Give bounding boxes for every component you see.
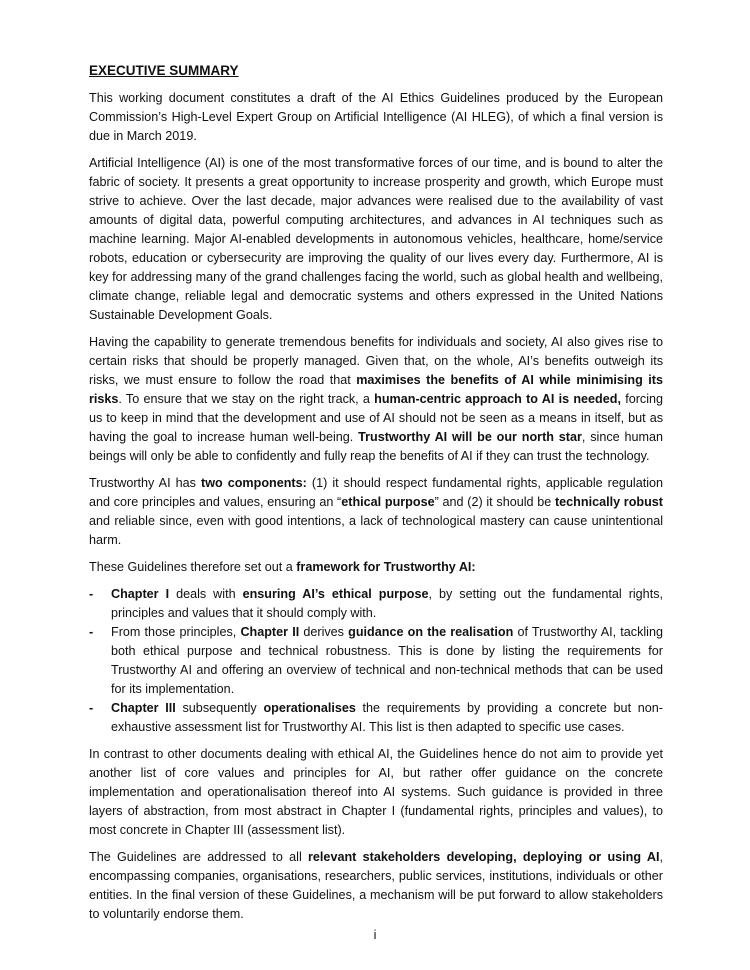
bold-text: operationalises — [263, 701, 356, 715]
bold-text: human-centric approach to AI is needed, — [374, 392, 621, 406]
list-item-chapter-2 — [89, 623, 663, 699]
text-run: . To ensure that we stay on the right track, a — [118, 392, 375, 406]
text-run: deals with — [169, 587, 243, 601]
bold-text: ensuring AI’s ethical purpose — [242, 587, 429, 601]
bold-text: relevant stakeholders developing, deploying or using AI — [308, 850, 660, 864]
text-run: Trustworthy AI has — [89, 476, 201, 490]
text-run: (1) it should respect fundamental rights, applicable regulation and core principles and values, ensuring an “ — [89, 476, 663, 509]
bold-text: Chapter II — [240, 625, 300, 639]
text-run: , by setting out the fundamental rights, principles and values that it should comply with. — [111, 587, 663, 620]
text-run: the requirements by providing a concrete but non-exhaustive assessment list for Trustworthy AI. This list is then adapted to specific use cases. — [111, 701, 663, 734]
bullet-dash: - — [89, 587, 94, 601]
text-run: , encompassing companies, organisations, researchers, public services, institutions, individuals or other entities. In the final version of these Guidelines, a mechanism will be put forward to allow stakeholders to voluntarily endorse them. — [89, 850, 663, 921]
paragraph-stakeholders — [89, 848, 663, 924]
text-run: forcing us to keep in mind that the development and use of AI should not be seen as a means in itself, but as having the goal to increase human well-being. — [89, 392, 663, 444]
paragraph-two-components — [89, 474, 663, 550]
paragraph-intro: This working document constitutes a draft of the AI Ethics Guidelines produced by the European Commission’s High-Level Expert Group on Artificial Intelligence (AI HLEG), of which a final version is due in March 2019. — [89, 91, 663, 143]
chapter-list — [89, 585, 663, 737]
text-run: subsequently — [175, 701, 264, 715]
section-heading: EXECUTIVE SUMMARY — [89, 63, 239, 78]
bold-text: Chapter I — [111, 587, 170, 601]
paragraph-framework — [89, 558, 663, 577]
text-run: , since human beings will only be able to confidently and fully reap the benefits of AI if they can trust the technology. — [89, 430, 664, 463]
page-number: i — [373, 928, 377, 942]
text-run: derives — [299, 625, 349, 639]
bold-text: Trustworthy AI will be our north star — [358, 430, 582, 444]
text-run: The Guidelines are addressed to all — [89, 850, 309, 864]
bold-text: Chapter III — [111, 701, 176, 715]
paragraph-benefits-risks — [89, 333, 663, 466]
paragraph-contrast: In contrast to other documents dealing with ethical AI, the Guidelines hence do not aim to provide yet another list of core values and principles for AI, but rather offer guidance on the concrete implementation and operationalisation thereof into AI systems. Such guidance is provided in three layers of abstraction, from most abstract in Chapter I (fundamental rights, principles and values), to most concrete in Chapter III (assessment list). — [89, 747, 663, 837]
text-run: These Guidelines therefore set out a — [89, 560, 297, 574]
bold-text: technically robust — [554, 495, 663, 509]
bold-text: two components: — [201, 476, 307, 490]
bullet-dash: - — [89, 701, 94, 715]
text-run: Having the capability to generate tremendous benefits for individuals and society, AI also gives rise to certain risks that should be properly managed. Given that, on the whole, AI’s benefits outweigh its risks, we must ensure to follow the road that — [89, 335, 663, 387]
paragraph-ai-transformative: Artificial Intelligence (AI) is one of the most transformative forces of our time, and is bound to alter the fabric of society. It presents a great opportunity to increase prosperity and growth, which Europe must strive to achieve. Over the last decade, major advances were realised due to the availability of vast amounts of digital data, powerful computing architectures, and advances in AI techniques such as machine learning. Major AI-enabled developments in autonomous vehicles, healthcare, home/service robots, education or cybersecurity are improving the quality of our lives every day. Furthermore, AI is key for addressing many of the grand challenges facing the world, such as global health and wellbeing, climate change, reliable legal and democratic systems and others expressed in the United Nations Sustainable Development Goals. — [89, 156, 663, 322]
bold-text: framework for Trustworthy AI: — [296, 560, 476, 574]
list-item-chapter-1 — [89, 585, 663, 623]
text-run: and reliable since, even with good intentions, a lack of technological mastery can cause unintentional harm. — [89, 514, 663, 547]
list-item-chapter-3 — [89, 699, 663, 737]
text-run: From those principles, — [111, 625, 241, 639]
text-run: of Trustworthy AI, tackling both ethical purpose and technical robustness. This is done by listing the requirements for Trustworthy AI and offering an overview of technical and non-technical methods that can be used for its implementation. — [111, 625, 663, 696]
bold-text: guidance on the realisation — [348, 625, 514, 639]
bold-text: ethical purpose — [341, 495, 435, 509]
bold-text: maximises the benefits of AI while minimising its risks — [89, 373, 663, 406]
text-run: ” and (2) it should be — [434, 495, 555, 509]
document-page — [89, 61, 663, 932]
bullet-dash: - — [89, 625, 94, 639]
